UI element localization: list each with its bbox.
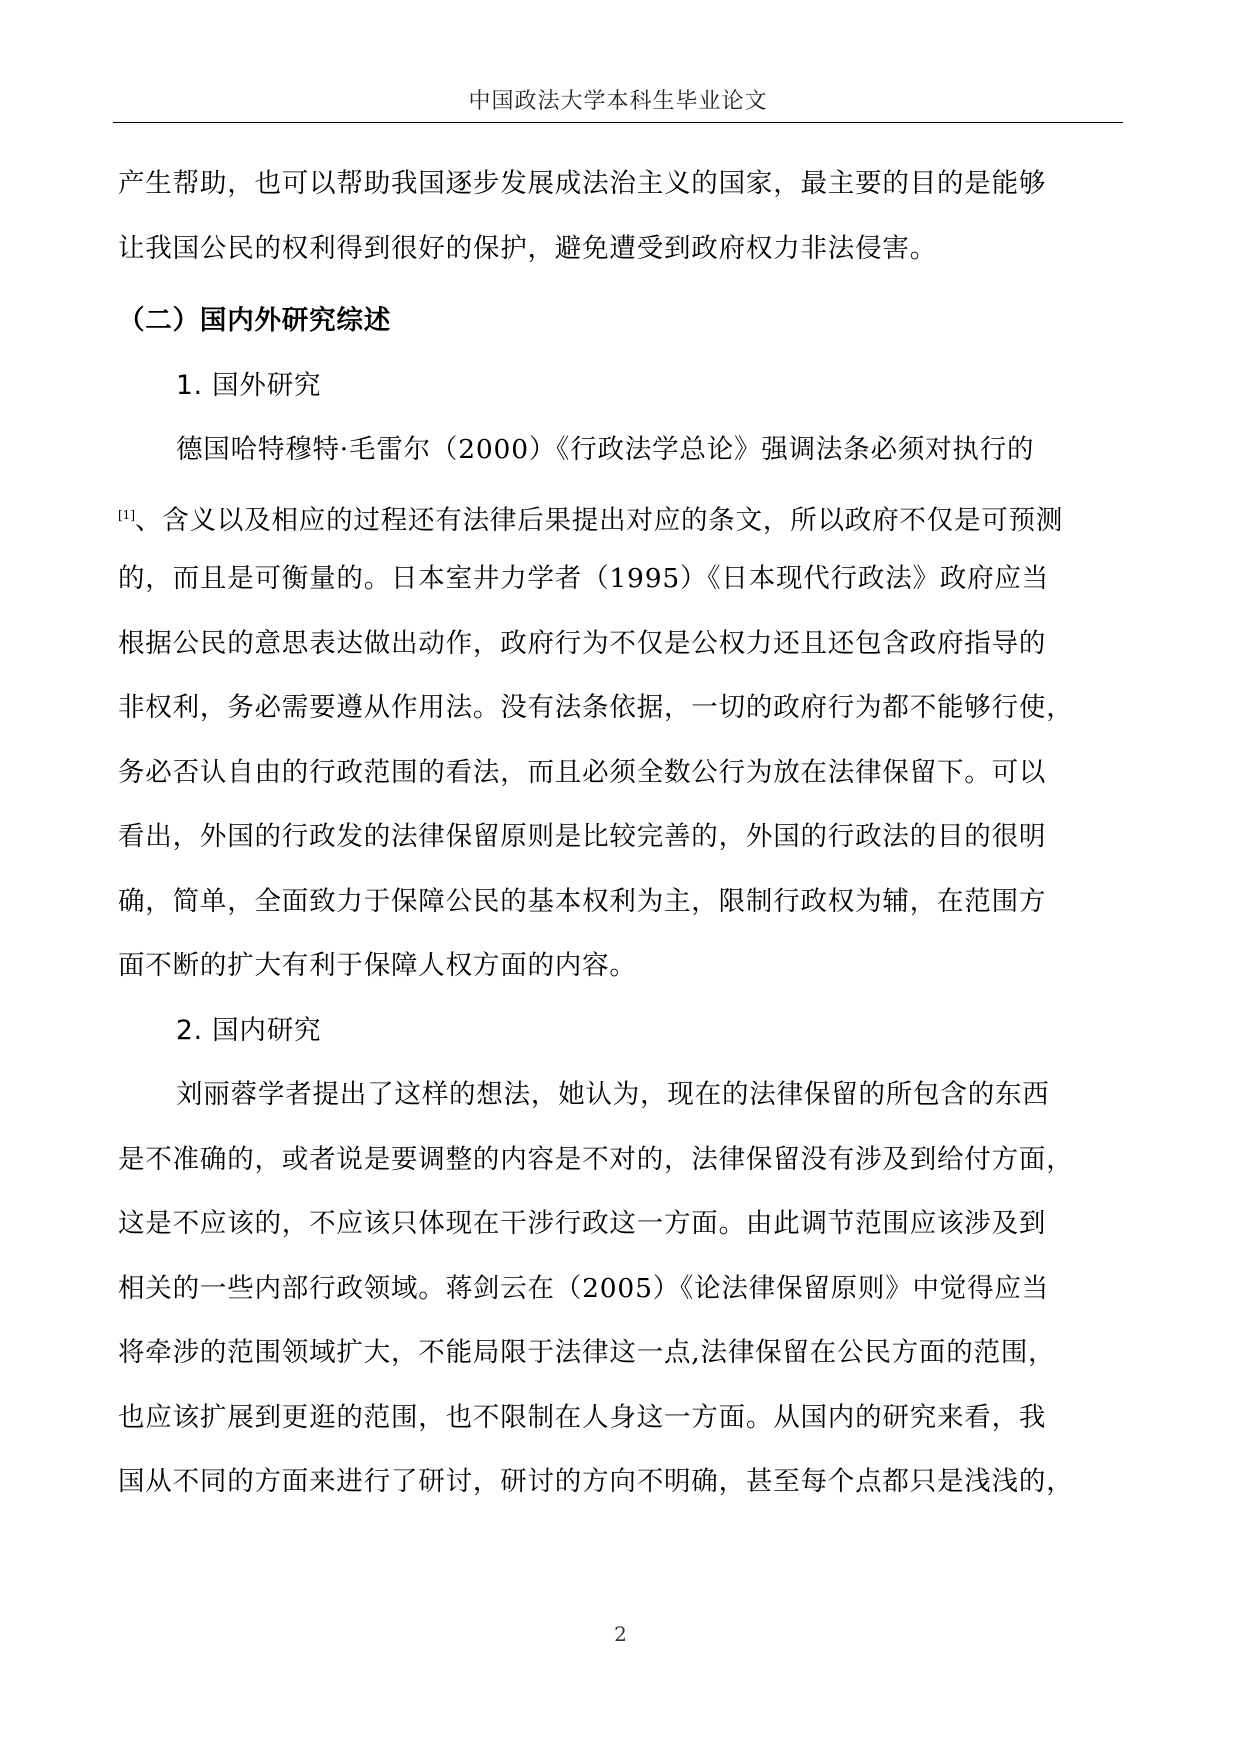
paragraph-line: 确，简单，全面致力于保障公民的基本权利为主，限制行政权为辅，在范围方 [118, 885, 1047, 917]
paragraph-line: 面不断的扩大有利于保障人权方面的内容。 [118, 950, 637, 981]
subsection-heading-domestic: 2. 国内研究 [176, 1014, 322, 1046]
page-number: 2 [614, 1622, 627, 1646]
paragraph-line: 务必否认自由的行政范围的看法，而且必须全数公行为放在法律保留下。可以 [118, 756, 1047, 788]
running-header: 中国政法大学本科生毕业论文 [468, 89, 768, 114]
header-rule [113, 122, 1123, 123]
paragraph-text: 、含义以及相应的过程还有法律后果提出对应的条文，所以政府不仅是可预测 [135, 504, 1064, 536]
paragraph-line-with-citation [118, 483, 1118, 548]
paragraph-line: 刘丽蓉学者提出了这样的想法，她认为，现在的法律保留的所包含的东西 [176, 1079, 1050, 1110]
subsection-heading-foreign: 1. 国外研究 [176, 369, 322, 401]
paragraph-line: 产生帮助，也可以帮助我国逐步发展成法治主义的国家，最主要的目的是能够 [118, 168, 1047, 199]
paragraph-line: 非权利，务必需要遵从作用法。没有法条依据，一切的政府行为都不能够行使， [118, 692, 1074, 723]
paragraph-line: 德国哈特穆特·毛雷尔（2000）《行政法学总论》强调法条必须对执行的 [176, 434, 1035, 465]
paragraph-line: 将牵涉的范围领域扩大，不能局限于法律这一点,法律保留在公民方面的范围， [118, 1337, 1056, 1368]
paragraph-line: 的，而且是可衡量的。日本室井力学者（1995）《日本现代行政法》政府应当 [118, 563, 1049, 594]
paragraph-line: 也应该扩展到更逛的范围，也不限制在人身这一方面。从国内的研究来看，我 [118, 1401, 1047, 1433]
citation-marker: [1] [118, 507, 135, 522]
paragraph-line: 这是不应该的，不应该只体现在干涉行政这一方面。由此调节范围应该涉及到 [118, 1208, 1047, 1239]
section-heading: （二）国内外研究综述 [118, 305, 391, 336]
paragraph-line: 根据公民的意思表达做出动作，政府行为不仅是公权力还且还包含政府指导的 [118, 627, 1047, 659]
paragraph-line: 是不准确的，或者说是要调整的内容是不对的，法律保留没有涉及到给付方面， [118, 1143, 1074, 1175]
paragraph-line: 国从不同的方面来进行了研讨，研讨的方向不明确，甚至每个点都只是浅浅的， [118, 1466, 1074, 1497]
paragraph-line: 让我国公民的权利得到很好的保护，避免遭受到政府权力非法侵害。 [118, 232, 937, 264]
paragraph-line: 相关的一些内部行政领域。蒋剑云在（2005）《论法律保留原则》中觉得应当 [118, 1272, 1049, 1304]
paragraph-line: 看出，外国的行政发的法律保留原则是比较完善的，外国的行政法的目的很明 [118, 821, 1047, 852]
page-body [118, 152, 1118, 1515]
